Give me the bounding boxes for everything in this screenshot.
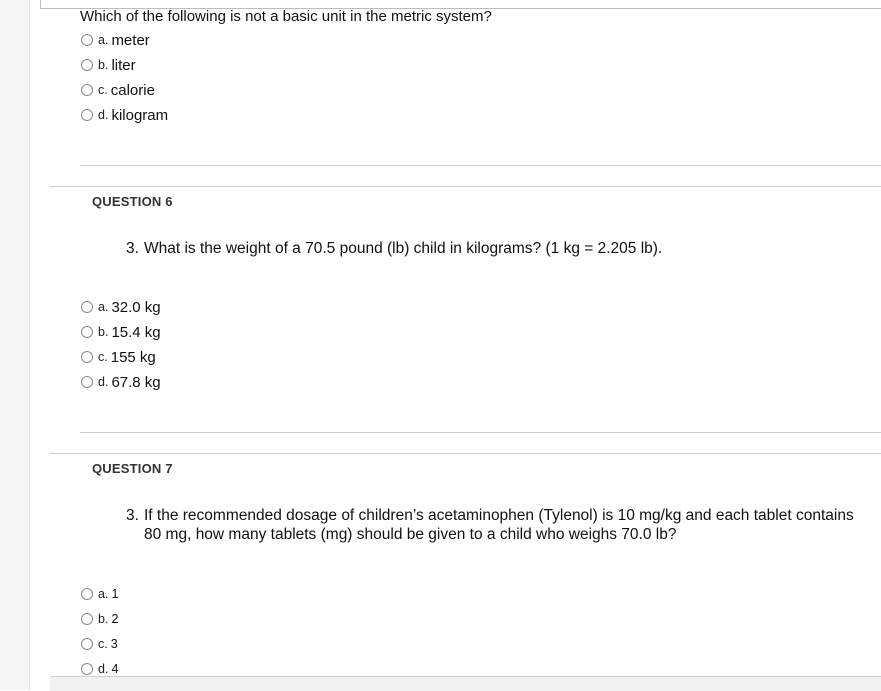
left-rail (0, 0, 30, 690)
divider (50, 186, 881, 187)
radio-button[interactable] (81, 34, 93, 46)
option-text: 2 (111, 612, 119, 626)
q5-prompt: Which of the following is not a basic unit in the metric system? (80, 8, 492, 25)
q6-option-d[interactable] (81, 372, 161, 392)
divider (50, 453, 881, 454)
q6-prompt (126, 239, 859, 258)
radio-button[interactable] (81, 663, 93, 675)
option-text: kilogram (111, 106, 169, 124)
q7-header: QUESTION 7 (92, 461, 173, 476)
q6-header: QUESTION 6 (92, 194, 173, 209)
option-letter: a. (98, 33, 109, 47)
question-number: 3. (126, 240, 139, 257)
q5-option-a[interactable] (81, 30, 150, 50)
option-text: 1 (111, 587, 119, 601)
option-text: calorie (110, 81, 155, 99)
option-letter: b. (98, 325, 109, 339)
option-letter: b. (98, 612, 109, 626)
option-text: meter (111, 31, 150, 49)
option-text: 4 (111, 662, 119, 676)
radio-button[interactable] (81, 588, 93, 600)
radio-button[interactable] (81, 84, 93, 96)
option-text: 15.4 kg (111, 323, 161, 341)
option-text: 32.0 kg (111, 298, 161, 316)
radio-button[interactable] (81, 638, 93, 650)
option-letter: b. (98, 58, 109, 72)
q5-option-c[interactable] (81, 80, 155, 100)
radio-button[interactable] (81, 351, 93, 363)
radio-button[interactable] (81, 326, 93, 338)
option-letter: c. (98, 637, 108, 651)
q7-option-b[interactable] (81, 609, 118, 629)
radio-button[interactable] (81, 613, 93, 625)
question-text: If the recommended dosage of children’s acetaminophen (Tylenol) is 10 mg/kg and each tablet contains 80 mg, how many tablets (mg) should be given to a child who weighs 70.0 lb? (144, 507, 854, 543)
radio-button[interactable] (81, 376, 93, 388)
option-letter: c. (98, 350, 108, 364)
next-question-frame (50, 676, 881, 691)
option-letter: c. (98, 83, 108, 97)
q7-option-c[interactable] (81, 634, 118, 654)
option-text: 67.8 kg (111, 373, 161, 391)
q6-option-c[interactable] (81, 347, 156, 367)
q5-option-b[interactable] (81, 55, 136, 75)
divider (80, 165, 881, 166)
radio-button[interactable] (81, 59, 93, 71)
q7-prompt (126, 506, 859, 544)
option-letter: a. (98, 587, 109, 601)
option-text: 155 kg (110, 348, 156, 366)
option-text: 3 (110, 637, 118, 651)
option-text: liter (111, 56, 136, 74)
option-letter: a. (98, 300, 109, 314)
radio-button[interactable] (81, 301, 93, 313)
question-number: 3. (126, 507, 139, 524)
question-text: What is the weight of a 70.5 pound (lb) child in kilograms? (1 kg = 2.205 lb). (144, 240, 663, 257)
q7-option-a[interactable] (81, 584, 118, 604)
radio-button[interactable] (81, 109, 93, 121)
q6-option-b[interactable] (81, 322, 161, 342)
q6-option-a[interactable] (81, 297, 161, 317)
option-letter: d. (98, 662, 109, 676)
option-letter: d. (98, 108, 109, 122)
q5-option-d[interactable] (81, 105, 168, 125)
option-letter: d. (98, 375, 109, 389)
divider (80, 432, 881, 433)
